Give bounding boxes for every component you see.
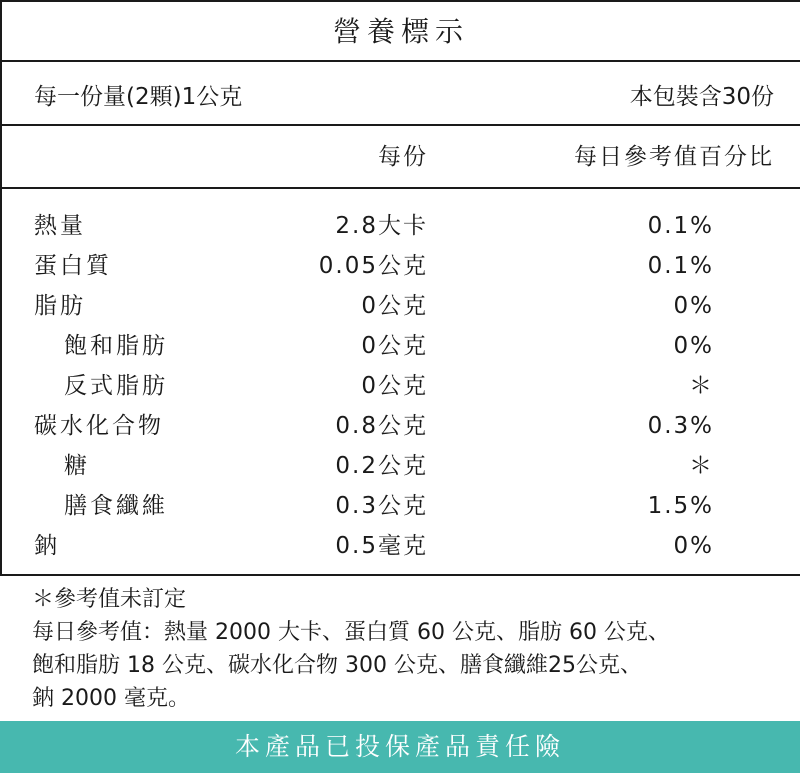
nutrient-amount: 0公克 [361, 373, 428, 399]
column-header-daily-value: 每日參考值百分比 [574, 144, 774, 170]
nutrient-name: 碳水化合物 [34, 413, 164, 439]
serving-size: 每一份量(2顆)1公克 [34, 84, 243, 110]
nutrient-row [2, 446, 800, 486]
nutrient-amount: 0.3公克 [335, 493, 428, 519]
nutrient-amount: 2.8大卡 [335, 213, 428, 239]
label-title: 營養標示 [332, 15, 469, 48]
nutrient-row [2, 406, 800, 446]
nutrient-daily-value: 0% [673, 533, 714, 559]
reference-line: 鈉 2000 毫克。 [32, 686, 190, 711]
liability-insurance-banner: 本產品已投保產品責任險 [0, 721, 800, 773]
nutrient-daily-value: ＊ [689, 453, 714, 479]
nutrient-daily-value: 0% [673, 293, 714, 319]
nutrient-row [2, 326, 800, 366]
nutrient-amount: 0公克 [361, 333, 428, 359]
nutrient-name: 蛋白質 [34, 253, 112, 279]
nutrient-amount: 0公克 [361, 293, 428, 319]
reference-line: 飽和脂肪 18 公克、碳水化合物 300 公克、膳食纖維25公克、 [32, 653, 642, 678]
nutrient-amount: 0.05公克 [318, 253, 428, 279]
nutrient-amount: 0.5毫克 [335, 533, 428, 559]
nutrient-row [2, 286, 800, 326]
divider [2, 60, 800, 62]
nutrient-name: 反式脂肪 [64, 373, 168, 399]
nutrient-row [2, 486, 800, 526]
nutrient-amount: 0.8公克 [335, 413, 428, 439]
nutrient-daily-value: 0.1% [647, 213, 714, 239]
nutrient-name: 熱量 [34, 213, 86, 239]
divider [2, 124, 800, 126]
nutrient-name: 飽和脂肪 [64, 333, 168, 359]
nutrient-name: 糖 [64, 453, 90, 479]
nutrient-name: 脂肪 [34, 293, 86, 319]
nutrient-name: 鈉 [34, 533, 60, 559]
footnote: ＊參考值未訂定 [32, 587, 187, 612]
nutrient-name: 膳食纖維 [64, 493, 168, 519]
nutrient-daily-value: ＊ [689, 373, 714, 399]
nutrient-daily-value: 0% [673, 333, 714, 359]
nutrient-daily-value: 1.5% [647, 493, 714, 519]
reference-line: 每日參考值：熱量 2000 大卡、蛋白質 60 公克、脂肪 60 公克、 [32, 620, 670, 645]
nutrient-row [2, 246, 800, 286]
nutrient-row [2, 206, 800, 246]
nutrient-daily-value: 0.3% [647, 413, 714, 439]
nutrient-row [2, 526, 800, 566]
column-header-per-serving: 每份 [378, 144, 428, 170]
nutrient-row [2, 366, 800, 406]
daily-reference-values [32, 616, 782, 715]
nutrient-amount: 0.2公克 [335, 453, 428, 479]
divider [2, 187, 800, 189]
servings-per-package: 本包裝含30份 [629, 84, 774, 110]
nutrient-daily-value: 0.1% [647, 253, 714, 279]
